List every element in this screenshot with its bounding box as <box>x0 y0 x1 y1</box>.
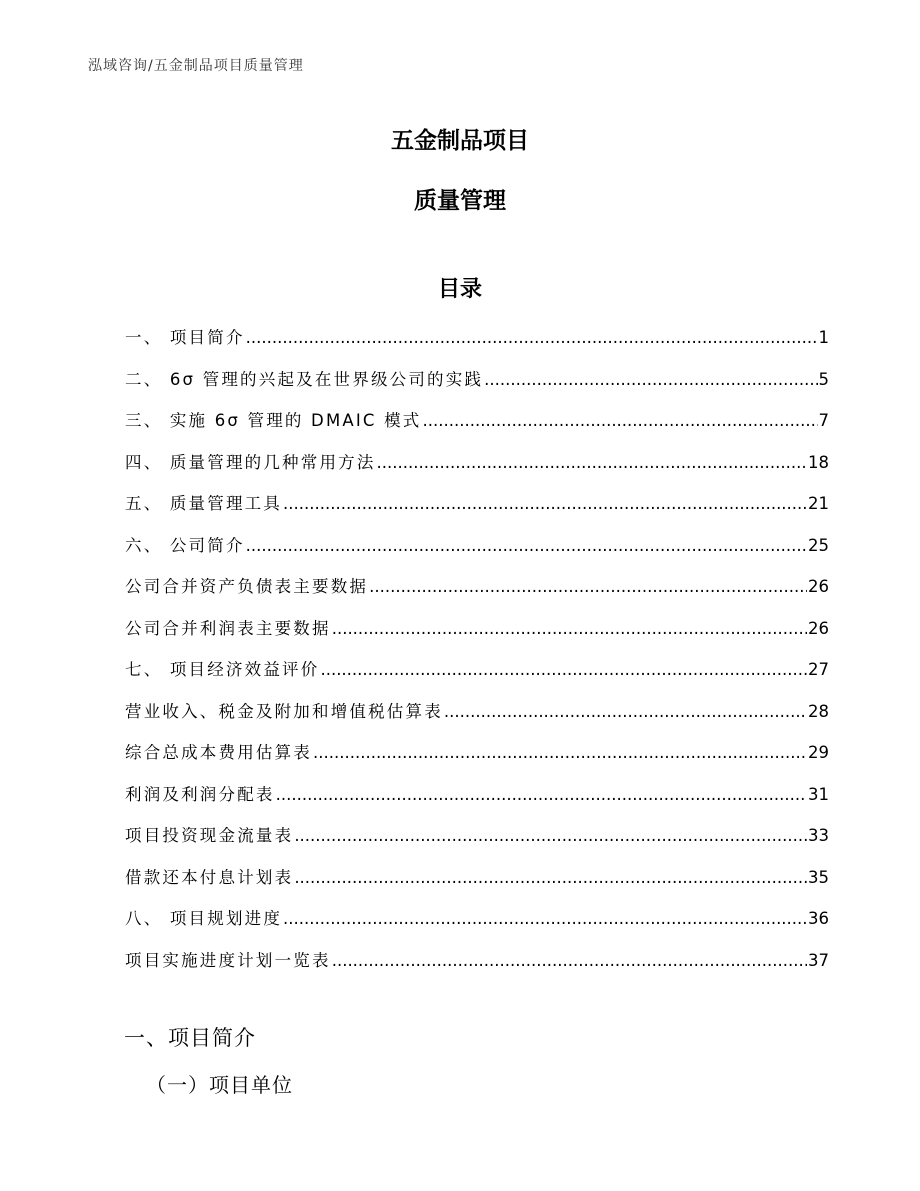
toc-entry-page: 26 <box>808 577 829 596</box>
toc-entry-label: 项目实施进度计划一览表 <box>125 950 331 970</box>
document-subtitle: 质量管理 <box>414 188 506 214</box>
toc-entry-label: 综合总成本费用估算表 <box>125 743 312 762</box>
toc-leader-dots <box>444 702 807 721</box>
toc-leader-dots <box>276 785 807 804</box>
toc-leader-dots <box>332 951 807 970</box>
toc-entry[interactable] <box>125 449 829 491</box>
toc-entry-label: 营业收入、税金及附加和增值税估算表 <box>125 701 443 721</box>
toc-entry[interactable] <box>125 490 829 532</box>
document-title: 五金制品项目 <box>391 128 529 154</box>
toc-entry-page: 36 <box>808 909 829 928</box>
toc-entry-label: 二、 6σ 管理的兴起及在世界级公司的实践 <box>125 369 484 389</box>
toc-entry[interactable] <box>125 864 829 906</box>
table-of-contents <box>125 324 829 988</box>
toc-entry-page: 28 <box>808 701 829 721</box>
toc-entry[interactable] <box>125 532 829 574</box>
toc-entry[interactable] <box>125 324 829 366</box>
toc-entry-label: 四、 质量管理的几种常用方法 <box>125 452 376 472</box>
toc-leader-dots <box>377 453 807 472</box>
toc-entry-page: 35 <box>808 867 829 887</box>
toc-entry[interactable] <box>125 905 829 947</box>
toc-entry-label: 三、 实施 6σ 管理的 DMAIC 模式 <box>125 411 422 430</box>
toc-entry[interactable] <box>125 822 829 864</box>
toc-entry-label: 公司合并利润表主要数据 <box>125 618 331 638</box>
toc-entry[interactable] <box>125 947 829 989</box>
toc-leader-dots <box>283 909 807 928</box>
toc-leader-dots <box>332 619 807 638</box>
toc-entry[interactable] <box>125 615 829 657</box>
toc-entry-page: 26 <box>808 618 829 638</box>
toc-leader-dots <box>320 660 807 679</box>
toc-entry[interactable] <box>125 573 829 615</box>
toc-entry-page: 18 <box>808 452 829 472</box>
toc-leader-dots <box>246 536 807 555</box>
toc-entry-label: 八、 项目规划进度 <box>125 909 283 928</box>
toc-entry-page: 27 <box>808 660 829 679</box>
toc-leader-dots <box>246 328 818 347</box>
toc-entry[interactable] <box>125 407 829 449</box>
toc-leader-dots <box>369 577 807 596</box>
toc-entry-page: 29 <box>808 743 829 762</box>
section-heading: 一、项目简介 <box>124 1026 256 1050</box>
toc-entry-label: 借款还本付息计划表 <box>125 867 294 887</box>
toc-entry-page: 31 <box>808 784 829 804</box>
toc-entry[interactable] <box>125 366 829 408</box>
toc-entry-label: 项目投资现金流量表 <box>125 826 294 845</box>
toc-entry[interactable] <box>125 781 829 823</box>
page-header: 泓域咨询/五金制品项目质量管理 <box>88 58 304 74</box>
toc-entry-label: 利润及利润分配表 <box>125 784 275 804</box>
toc-entry[interactable] <box>125 739 829 781</box>
toc-entry-label: 公司合并资产负债表主要数据 <box>125 577 369 596</box>
toc-entry-page: 37 <box>808 950 829 970</box>
toc-leader-dots <box>294 868 807 887</box>
toc-title: 目录 <box>437 277 482 302</box>
toc-leader-dots <box>484 370 817 389</box>
toc-entry-label: 一、 项目简介 <box>125 328 245 347</box>
toc-leader-dots <box>283 494 807 513</box>
toc-entry-page: 5 <box>818 369 829 389</box>
toc-entry[interactable] <box>125 656 829 698</box>
toc-entry-page: 7 <box>818 411 829 430</box>
toc-entry-page: 25 <box>808 535 829 555</box>
toc-entry[interactable] <box>125 698 829 740</box>
toc-entry-label: 六、 公司简介 <box>125 535 245 555</box>
toc-entry-page: 1 <box>818 328 829 347</box>
toc-leader-dots <box>294 826 807 845</box>
toc-entry-page: 33 <box>808 826 829 845</box>
toc-entry-page: 21 <box>808 494 829 513</box>
toc-leader-dots <box>313 743 807 762</box>
subsection-heading: （一）项目单位 <box>146 1073 293 1097</box>
toc-leader-dots <box>423 411 818 430</box>
toc-entry-label: 五、 质量管理工具 <box>125 494 283 513</box>
toc-entry-label: 七、 项目经济效益评价 <box>125 660 320 679</box>
